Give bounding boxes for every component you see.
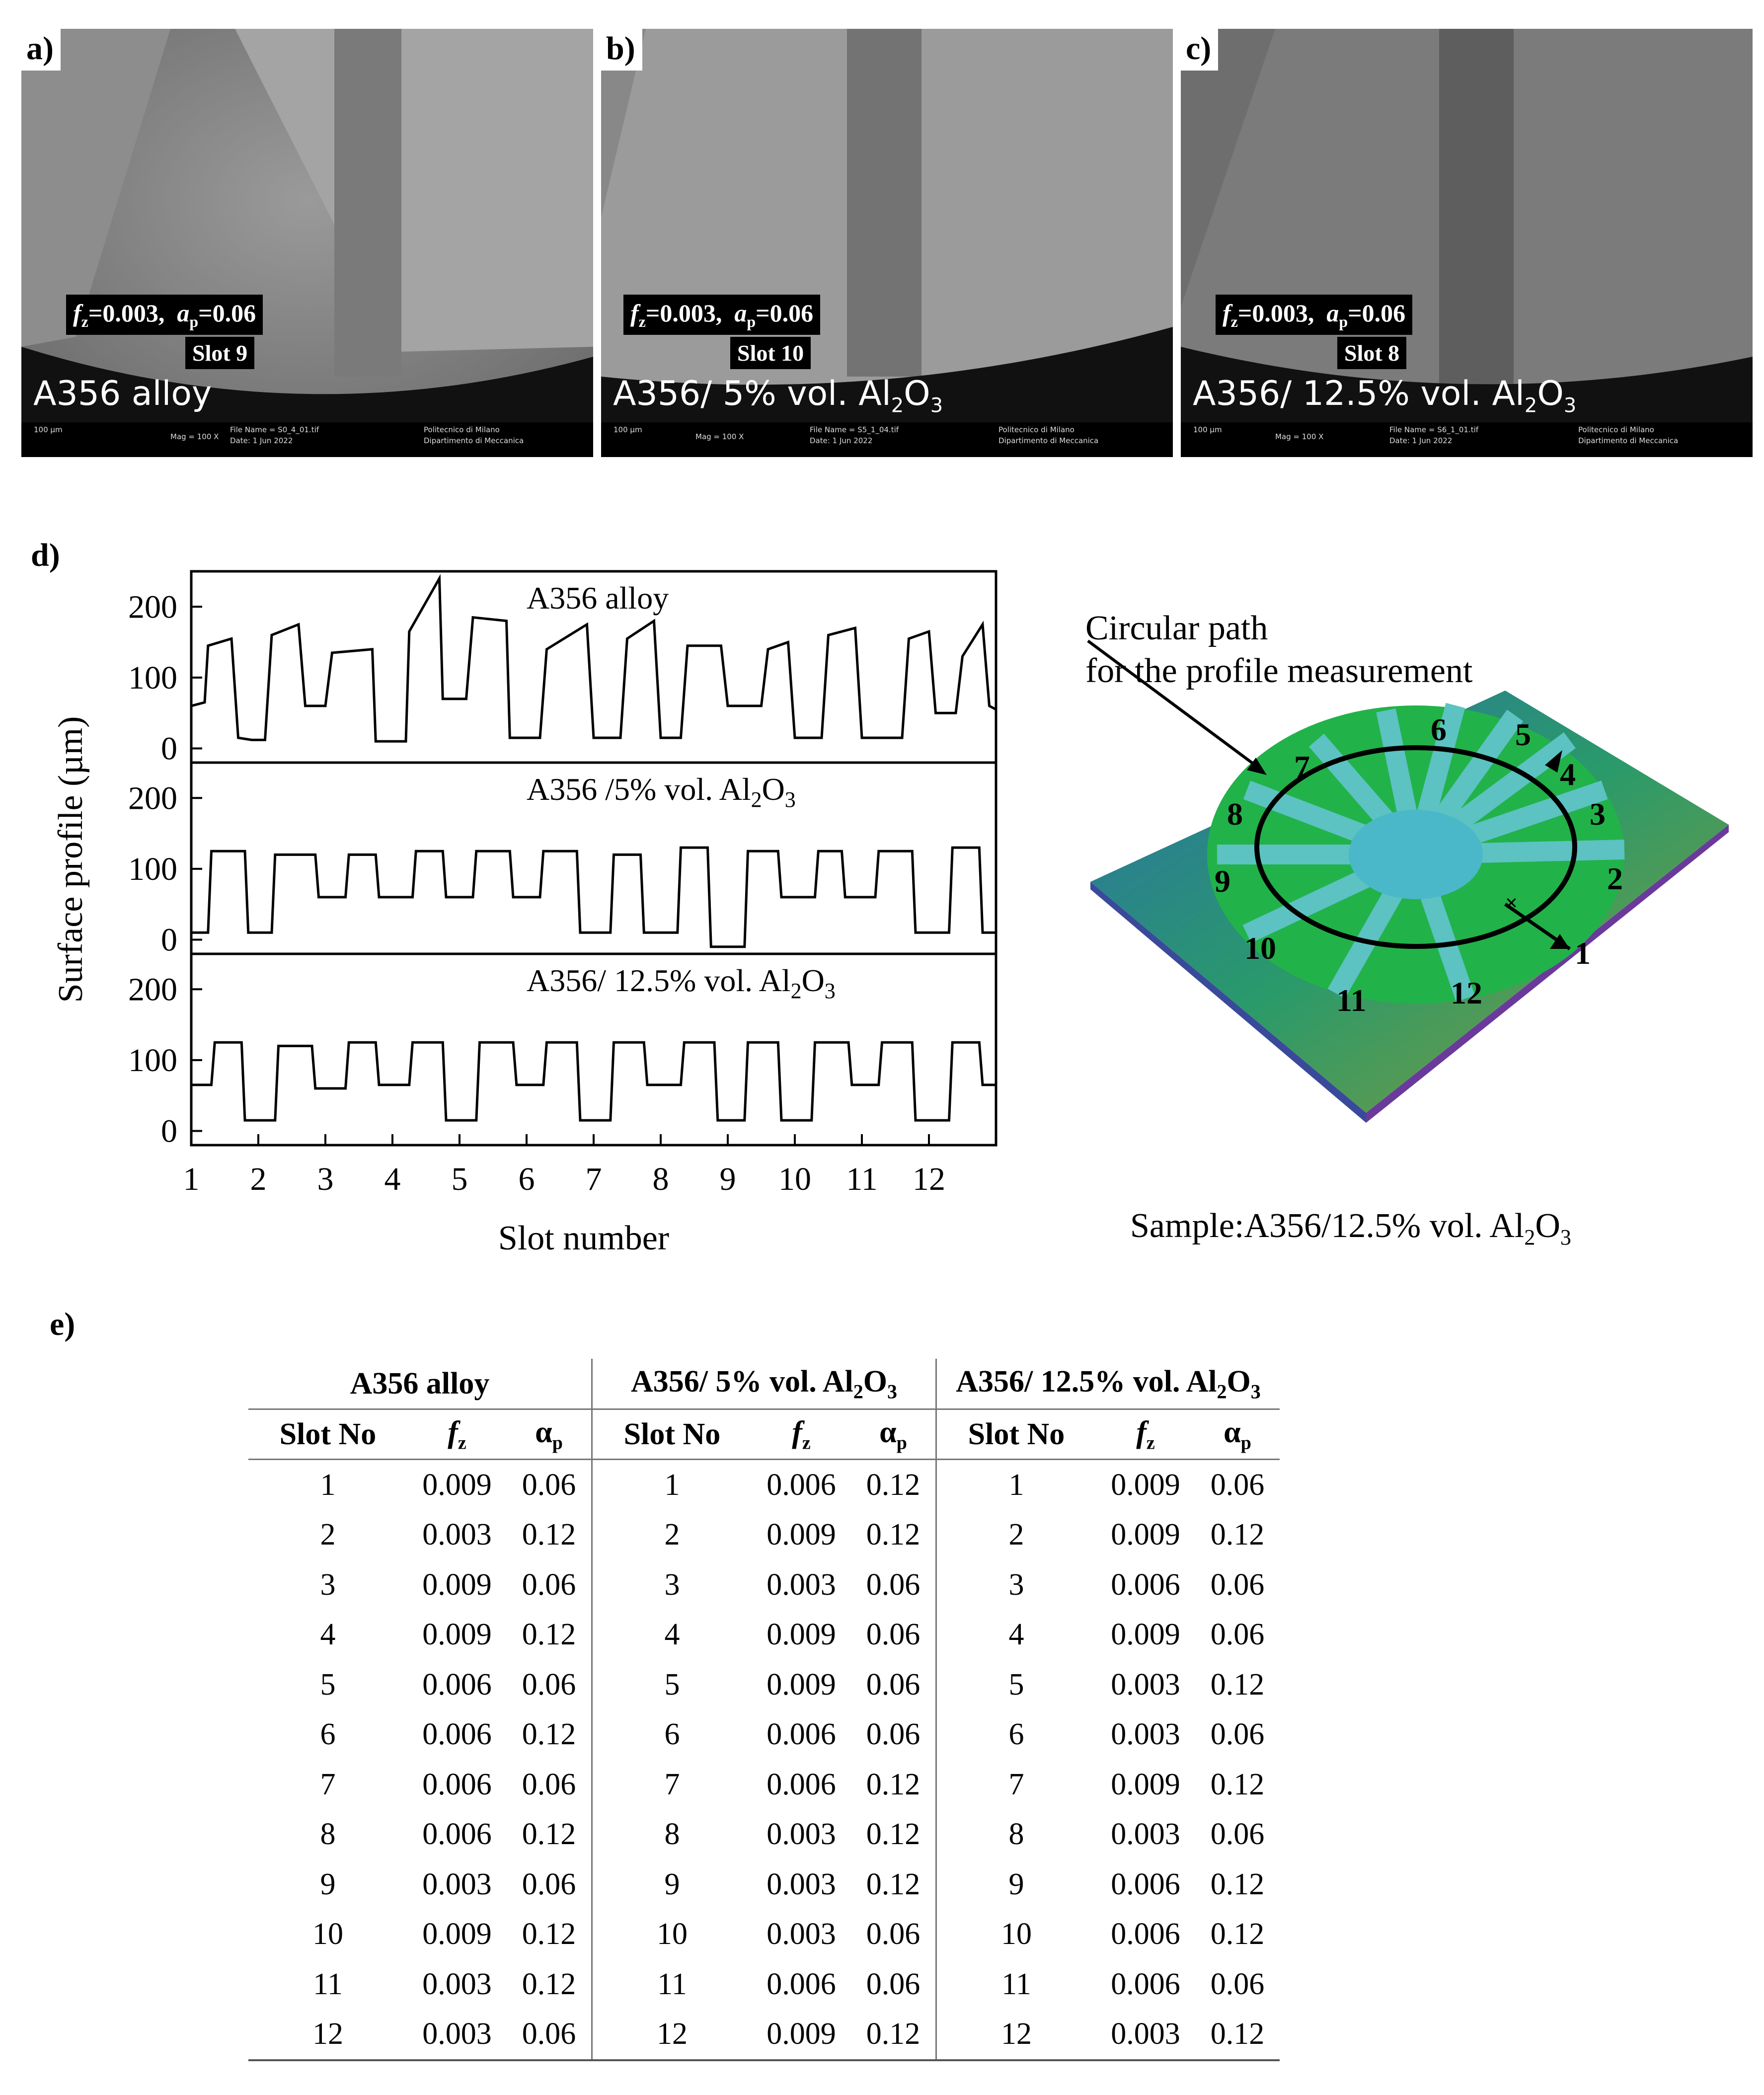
col-ap: $\alpha_p$ [851,1409,936,1460]
table-cell: 0.009 [422,1567,492,1602]
table-cell: 1 [320,1468,336,1502]
y-tick-label: 200 [128,589,177,625]
map-slot-label: 2 [1607,861,1623,896]
table-row [248,1810,1280,1860]
table-cell: 3 [592,1560,752,1610]
table-cell: 0.006 [767,1468,836,1502]
table-cell: 2 [592,1510,752,1560]
table-cell: 1 [592,1460,752,1510]
map-slot-label: 10 [1244,931,1276,966]
table-cell: 0.003 [767,1917,836,1951]
table-cell: 0.009 [422,1468,492,1502]
table-cell: 0.06 [1210,1567,1265,1602]
table-row [248,1510,1280,1560]
table-cell: 12 [248,2010,407,2061]
table-cell: 0.009 [1111,1468,1180,1502]
table-cell: 0.003 [422,1867,492,1901]
table-cell: 0.12 [522,1917,576,1951]
table-cell: 7 [592,1760,752,1810]
panel-label-c: c) [1181,29,1218,71]
map-slot-label: 9 [1215,863,1230,899]
table-cell: 0.12 [866,1817,920,1852]
table-cell: 0.006 [422,1667,492,1702]
table-cell: 0.06 [522,1767,576,1801]
table-cell: 0.06 [1210,1817,1265,1852]
sem-panel-c [1181,29,1753,457]
table-cell: 0.06 [507,2010,592,2061]
x-tick-label: 2 [250,1161,267,1197]
table-cell: 6 [592,1710,752,1760]
table-cell: 0.06 [866,1618,920,1652]
table-cell: 10 [312,1917,343,1951]
map-slot-label: 5 [1515,717,1531,752]
profile-3d-map [1068,606,1754,1252]
table-cell: 0.12 [866,1518,920,1552]
table-cell: 0.003 [1096,2010,1195,2061]
table-cell: 0.006 [422,1717,492,1752]
x-axis-title: Slot number [498,1219,670,1257]
table-cell: 3 [320,1567,336,1602]
table-cell: 0.06 [866,1667,920,1702]
table-row [248,2010,1280,2061]
surface-profile-chart [0,0,1043,1292]
table-cell: 0.009 [767,1518,836,1552]
table-row [248,1610,1280,1660]
table-cell: 0.009 [752,2010,851,2061]
table-cell: 0.06 [866,1967,920,2001]
table-row [248,1560,1280,1610]
table-cell: 0.06 [866,1917,920,1951]
series-label: A356 alloy [527,580,669,616]
table-cell: 0.006 [767,1767,836,1801]
table-cell: 0.003 [1111,1717,1180,1752]
x-tick-label: 1 [183,1161,200,1197]
group-header-5pct: A356/ 5% vol. $Al_2O_3$ [592,1359,936,1409]
table-cell: 0.006 [767,1717,836,1752]
slot-label-a: Slot 9 [185,337,254,369]
table-cell: 0.003 [407,2010,507,2061]
table-row [248,1660,1280,1710]
table-cell: 0.009 [1111,1767,1180,1801]
table-cell: 0.12 [1210,1518,1265,1552]
table-cell: 0.12 [522,1518,576,1552]
table-cell: 0.06 [866,1717,920,1752]
table-cell: 0.12 [522,1618,576,1652]
table-cell: 0.06 [522,1867,576,1901]
y-axis-title: Surface profile (µm) [52,716,90,1003]
group-header-12pct: A356/ 12.5% vol. $Al_2O_3$ [936,1359,1280,1409]
table-cell: 0.06 [1210,1967,1265,2001]
table-cell: 5 [592,1660,752,1710]
y-tick-label: 0 [161,1113,177,1150]
table-cell: 0.06 [1210,1468,1265,1502]
x-tick-label: 5 [451,1161,468,1197]
table-cell: 8 [320,1817,336,1852]
table-cell: 0.006 [1111,1567,1180,1602]
table-cell: 0.009 [767,1667,836,1702]
material-label-c: A356/ 12.5% vol. $Al_2O_3$ [1193,374,1577,417]
table-cell: 0.003 [1111,1817,1180,1852]
y-tick-label: 100 [128,659,177,696]
circular-path-note: Circular path for the profile measurement [1085,609,1473,690]
table-cell: 7 [320,1767,336,1801]
table-cell: 0.06 [1210,1717,1265,1752]
table-row [248,1959,1280,2010]
table-cell: 0.12 [1195,2010,1280,2061]
table-cell: 0.009 [422,1618,492,1652]
table-cell: 0.06 [1210,1618,1265,1652]
table-cell: 9 [936,1860,1096,1910]
material-label-b: A356/ 5% vol. $Al_2O_3$ [613,374,943,417]
table-cell: 0.003 [422,1518,492,1552]
table-cell: 0.12 [1210,1667,1265,1702]
x-tick-label: 12 [913,1161,945,1197]
table-cell: 0.003 [767,1567,836,1602]
table-cell: 0.009 [1111,1518,1180,1552]
table-cell: 4 [936,1610,1096,1660]
table-cell: 0.006 [767,1967,836,2001]
table-cell: 10 [592,1910,752,1960]
panel-label-d: d) [31,537,60,573]
panel-label-b: b) [601,29,642,71]
table-cell: 6 [936,1710,1096,1760]
table-cell: 0.06 [866,1567,920,1602]
table-cell: 0.06 [522,1468,576,1502]
map-slot-label: 1 [1575,935,1591,971]
table-cell: 0.12 [522,1717,576,1752]
table-cell: 0.009 [422,1917,492,1951]
table-cell: 8 [936,1810,1096,1860]
panel-label-a: a) [21,29,61,71]
map-slot-label: 11 [1336,983,1367,1018]
table-cell: 5 [936,1660,1096,1710]
table-cell: 0.009 [767,1618,836,1652]
table-row [248,1460,1280,1510]
info-bar-a: 100 µm Mag = 100 X File Name = S0_4_01.tif Date: 1 Jun 2022 Politecnico di Milano Dipartimento di Meccanica [21,422,593,457]
y-tick-label: 100 [128,1042,177,1079]
table-cell: 0.06 [522,1567,576,1602]
slot-label-c: Slot 8 [1337,337,1406,369]
table-cell: 4 [320,1618,336,1652]
col-fz: $f_z$ [752,1409,851,1460]
svg-text:×: × [1505,891,1518,915]
table-row [248,1710,1280,1760]
table-cell: 10 [936,1910,1096,1960]
material-label-a: A356 alloy [33,374,212,413]
table-cell: 0.12 [522,1967,576,2001]
col-ap: $\alpha_p$ [1195,1409,1280,1460]
series-label: A356 /5% vol. $Al_2O_3$ [527,772,796,812]
group-header-a356: A356 alloy [248,1359,592,1409]
param-label-c: $f_z=0.003$, $a_p=0.06$ [1216,295,1412,335]
col-slot-no: Slot No [592,1409,752,1460]
col-fz: $f_z$ [407,1409,507,1460]
y-tick-label: 200 [128,971,177,1008]
table-cell: 0.12 [522,1817,576,1852]
table-cell: 11 [936,1959,1096,2010]
table-cell: 1 [936,1460,1096,1510]
panel-label-e: e) [50,1306,76,1342]
y-tick-label: 200 [128,780,177,817]
y-tick-label: 100 [128,851,177,887]
table-cell: 7 [936,1760,1096,1810]
x-tick-label: 11 [846,1161,878,1197]
series-label: A356/ 12.5% vol. $Al_2O_3$ [527,963,836,1003]
table-cell: 8 [592,1810,752,1860]
table-cell: 11 [313,1967,343,2001]
table-cell: 0.006 [422,1767,492,1801]
table-cell: 0.12 [1210,1917,1265,1951]
x-tick-label: 4 [384,1161,401,1197]
table-cell: 0.003 [422,1967,492,2001]
table-cell: 12 [936,2010,1096,2061]
table-cell: 9 [592,1860,752,1910]
x-tick-label: 3 [317,1161,334,1197]
table-row [248,1910,1280,1960]
map-slot-label: 7 [1294,749,1310,784]
info-bar-b: 100 µm Mag = 100 X File Name = S5_1_04.tif Date: 1 Jun 2022 Politecnico di Milano Dipartimento di Meccanica [601,422,1173,457]
x-tick-label: 6 [518,1161,535,1197]
table-cell: 0.12 [866,1867,920,1901]
table-cell: 9 [320,1867,336,1901]
col-fz: $f_z$ [1096,1409,1195,1460]
slot-parameters-table [248,1359,1280,2061]
x-tick-label: 8 [652,1161,669,1197]
table-cell: 0.12 [866,1767,920,1801]
map-slot-label: 6 [1431,712,1447,747]
table-cell: 0.12 [1210,1767,1265,1801]
table-cell: 11 [592,1959,752,2010]
table-row [248,1760,1280,1810]
info-bar-c: 100 µm Mag = 100 X File Name = S6_1_01.tif Date: 1 Jun 2022 Politecnico di Milano Dipartimento di Meccanica [1181,422,1753,457]
table-cell: 0.003 [1111,1667,1180,1702]
table-cell: 0.006 [1111,1917,1180,1951]
x-tick-label: 10 [778,1161,811,1197]
table-cell: 3 [936,1560,1096,1610]
table-cell: 4 [592,1610,752,1660]
table-row [248,1860,1280,1910]
table-cell: 0.12 [1210,1867,1265,1901]
col-ap: $\alpha_p$ [507,1409,592,1460]
map-slot-label: 8 [1227,796,1243,832]
map-slot-label: 3 [1590,796,1606,832]
table-cell: 2 [936,1510,1096,1560]
x-tick-label: 9 [719,1161,736,1197]
table-cell: 5 [320,1667,336,1702]
y-tick-label: 0 [161,922,177,958]
table-cell: 0.006 [422,1817,492,1852]
table-cell: 0.06 [522,1667,576,1702]
param-label-b: $f_z=0.003$, $a_p=0.06$ [623,295,820,335]
table-cell: 2 [320,1518,336,1552]
table-cell: 0.003 [767,1817,836,1852]
table-cell: 0.006 [1111,1867,1180,1901]
table-cell: 12 [592,2010,752,2061]
map-slot-label: 12 [1451,975,1482,1010]
series-line [191,1042,996,1120]
param-label-a: $f_z=0.003$, $a_p=0.06$ [66,295,263,335]
table-cell: 0.12 [851,2010,936,2061]
x-tick-label: 7 [585,1161,602,1197]
table-cell: 6 [320,1717,336,1752]
sample-caption: Sample:A356/12.5% vol. $Al_2O_3$ [1130,1207,1571,1249]
col-slot-no: Slot No [936,1409,1096,1460]
y-tick-label: 0 [161,730,177,767]
table-cell: 0.003 [767,1867,836,1901]
table-cell: 0.12 [866,1468,920,1502]
table-cell: 0.009 [1111,1618,1180,1652]
col-slot-no: Slot No [248,1409,407,1460]
map-slot-label: 4 [1560,757,1576,792]
slot-label-b: Slot 10 [730,337,811,369]
table-cell: 0.006 [1111,1967,1180,2001]
series-line [191,848,996,947]
